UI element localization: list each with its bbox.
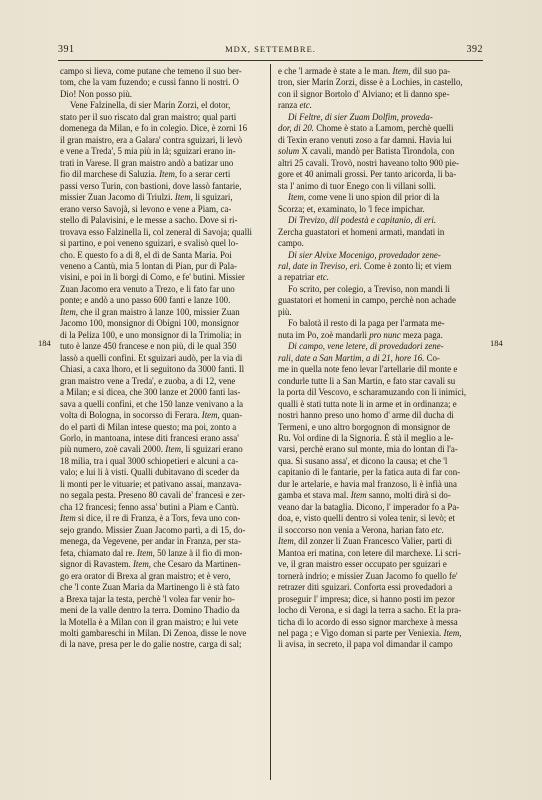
- text-line: Gorlo, in mantoana, intese diti francesi erano assa': [60, 433, 239, 443]
- text-line: si partino, e poi veneno sguizari, e svalisò quel lo-: [60, 238, 239, 249]
- text-line: più.: [278, 306, 292, 317]
- text-line: dor, di 20. Chome è stato a Lamom, perchè quelli: [278, 123, 454, 134]
- text-line: di la nave, presa per le do galie nostre, carga di sal;: [60, 639, 242, 650]
- text-line: cho. E questo fo a di 8, el di de Santa Maria. Poi: [60, 249, 232, 260]
- text-line: nostri hanno preso uno homo d' arme dil ducha di: [278, 410, 454, 421]
- text-line: il gran maistro, era a Galara' contra sguizari, li levò: [60, 134, 243, 145]
- text-line: condurle tutte li a San Martin, e fato star cavali su: [278, 375, 456, 386]
- text-line: dur le artelarie, e havia mal franzoso, li è infià una: [278, 478, 457, 489]
- text-line: Mantoa eri matina, con letere dil marchexe. Li scri-: [278, 547, 461, 558]
- text-line: tuto è lanze 450 francese e non più, di le qual 350: [60, 341, 237, 352]
- margin-number-left: 184: [38, 338, 51, 348]
- text-line: locho di Verona, e si dagi la terra a sacho. Et la pra-: [278, 605, 462, 616]
- text-line: solum X cavali, mandò per Batista Tirondola, con: [278, 146, 455, 157]
- text-line: la Motella è a Milan con il gran maistro; e lui vete: [60, 616, 239, 627]
- text-line: con il signor Bortolo d' Alviano; et li danno spe-: [278, 88, 450, 99]
- text-line: li monti per le vituarie; et pativano assai, manzava-: [60, 478, 242, 489]
- text-line: molti gambareschi in Milan. Di Zenoa, disse le nove: [60, 627, 247, 638]
- text-line: 18 milia, tra i qual 3000 schiopetieri e alcuni a ca-: [60, 455, 239, 466]
- text-line: campo si lieva, come putane che temeno il suo ber-: [60, 66, 242, 76]
- text-line: qualli è stati tutta note li in arme et in ordinanza; e: [278, 398, 457, 409]
- text-line: tom, che la vam fuzendo; e cussì fanno li nostri. O: [60, 77, 239, 88]
- running-title: MDX, SETTEMBRE.: [225, 44, 316, 54]
- text-line: ve, il gran maistro esser occupato per sguizari e: [278, 559, 447, 570]
- text-line: Item, che il gran maistro à lanze 100, missier Zuan: [60, 306, 240, 317]
- text-line: li avisa, in secreto, il papa vol dimandar il campo: [278, 639, 453, 650]
- text-line: a Milan; e si dicea, che 300 lanze et 2000 fanti las-: [60, 387, 241, 398]
- text-line: passi verso Turin, con bastioni, dove lassò fantarie,: [60, 180, 242, 191]
- text-line: sava a quelli confini, et che 150 lanze venivano a la: [60, 398, 244, 409]
- text-line: volta di Bologna, in socorsso di Ferara. Item, quan-: [60, 410, 243, 421]
- text-line: menega, da Vegevene, per andar in Franza, per sta-: [60, 536, 241, 547]
- text-line: più numero, zoè cavali 2000. Item, li sguizari erano: [60, 444, 243, 455]
- text-line: nuta im Po, zoè mandarli pro nunc meza paga.: [278, 329, 443, 340]
- text-line: e che 'l armade è state a le man. Item, dil suo pa-: [278, 66, 451, 76]
- text-line: missier Zuan Jacomo di Triulzi. Item, li sguizari,: [60, 192, 233, 203]
- text-line: Item, dil zonzer li Zuan Francesco Valier, parti di: [278, 536, 452, 547]
- text-line: go era orator di Brexa al gran maistro; et è vero,: [60, 570, 231, 581]
- right-text-column: [278, 66, 484, 651]
- left-text-column: [60, 66, 267, 651]
- text-line: Chiasi, a caxa lhoro, et li seguitono da 3000 fanti. Il: [60, 364, 245, 375]
- text-line: capitanio di le fantarie, per la fatica auta di far con-: [278, 467, 461, 478]
- text-line: Di sier Alvixe Mocenigo, provedador zene-: [288, 249, 441, 260]
- text-line: gran maistro vene a Treda', e zuoba, a di 12, vene: [60, 375, 236, 386]
- text-line: lassò a quelli confini. Et sguizari audò, per la via di: [60, 352, 243, 363]
- text-line: meni de la valle dentro la terra. Domino Thadio da: [60, 605, 240, 616]
- text-line: Di Feltre, di sier Zuam Dolfim, proveda-: [288, 111, 433, 122]
- text-line: di Texin erano venuti zoso a far damni. Havia lui: [278, 134, 452, 145]
- text-line: Dio! Non posso più.: [60, 88, 132, 99]
- text-line: Zuan Jacomo era venuto a Trezo, e li fato far uno: [60, 283, 235, 294]
- text-line: tron, sier Marin Zorzi, disse è a Lochies, in castello,: [278, 77, 463, 88]
- text-line: erano verso Savojà, si levono e vene a Piam, ca-: [60, 203, 232, 214]
- text-line: trati in Varese. Il gran maistro andò a batizar uno: [60, 157, 234, 168]
- text-line: campo.: [278, 238, 304, 249]
- text-line: Di Trevizo, dil podestà e capitanio, di eri.: [288, 215, 437, 226]
- text-line: e vene a Treda', 5 mia più in là; sguizari erano in-: [60, 146, 236, 157]
- text-line: ral, date in Treviso, eri. Come è zonto li; et viem: [278, 260, 452, 271]
- text-line: gamba et stava mal. Item sanno, molti dirà si do-: [278, 490, 451, 501]
- text-line: stato per il suo riscato dal gran maistro; qual parti: [60, 111, 237, 122]
- text-line: doa, e, visto quelli dentro si volea tenir, si levò; et: [278, 513, 455, 524]
- text-line: Di campo, vene letere, di provedadori zene-: [288, 341, 444, 352]
- text-line: Scorza; et, examinato, lo 'l fece impichar.: [278, 203, 425, 214]
- page-number-right: 392: [466, 44, 483, 55]
- text-line: cha 12 francesi; fenno assa' butini a Piam e Cantù.: [60, 501, 239, 512]
- column-divider: [270, 64, 271, 780]
- text-line: trovava esso Falzinella li, col zeneral di Savoja; qualli: [60, 226, 252, 237]
- text-line: varsi, perchè erano sul monte, mia do lontan di l'a-: [278, 444, 458, 455]
- text-line: Fo balotà il resto di la paga per l'armata me-: [288, 318, 445, 329]
- text-line: stello di Palavisini, e le messe a sacho. Dove si ri-: [60, 215, 238, 226]
- text-line: no segala pesta. Preseno 80 cavali de' francesi e zer-: [60, 490, 246, 501]
- text-line: Vene Falzinella, di sier Marin Zorzi, el dotor,: [70, 100, 231, 111]
- text-line: proseguir l' impresa; dice, si hanno posti im pezor: [278, 593, 455, 604]
- text-line: rali, date a San Martim, a di 21, hore 16. Co-: [278, 352, 440, 363]
- page-number-left: 391: [58, 44, 75, 55]
- text-line: domenega da Milan, e fo in colegio. Dice, è zorni 16: [60, 123, 248, 134]
- text-line: a repatriar etc.: [278, 272, 330, 283]
- text-line: veano dar la bataglia. Dicono, l' imperador fo a Pa-: [278, 501, 460, 512]
- text-line: feta, chiamato dal re. Item, 50 lanze à il fio di mon-: [60, 547, 243, 558]
- text-line: di la Peliza 100, e uno monsignor di la Trimolia; in: [60, 329, 242, 340]
- header-rule: [58, 60, 483, 61]
- text-line: Termeni, e uno altro borgognon di monsignor de: [278, 421, 451, 432]
- text-line: fio dil marchese di Saluzia. Item, fo a serar certi: [60, 169, 231, 180]
- text-line: Jacomo 100, monsignor di Obigni 100, monsignor: [60, 318, 239, 329]
- text-line: altri 25 cavali. Trovò, nostri haveano tolto 900 pie-: [278, 157, 459, 168]
- text-line: do el partì di Milan intese questo; ma poi, zonto a: [60, 421, 237, 432]
- text-line: valo; e lui li à visti. Qualli dubitavano di sceder da: [60, 467, 240, 478]
- text-line: gore et 40 animali grossi. Per tanto aricorda, li ba-: [278, 169, 457, 180]
- text-line: tornerà indrio; e missier Zuan Jacomo fo quello fe': [278, 570, 458, 581]
- text-line: sejo grando. Missier Zuan Jacomo partì, a di 15, do-: [60, 524, 246, 535]
- text-line: Fo scrito, per colegio, a Treviso, non mandi li: [288, 283, 450, 294]
- text-line: nel paga ; e Vigo doman si parte per Veniexia. Item,: [278, 627, 462, 638]
- text-line: ponte; e andò a uno passo 600 fanti e lanze 100.: [60, 295, 231, 306]
- text-line: Item, come vene li uno spion dil prior di la: [288, 192, 440, 203]
- text-line: Item si dice, il re di Franza, è a Tors, feva uno con-: [60, 513, 241, 524]
- text-line: Zercha guastatori et homeni armati, mandati in: [278, 226, 445, 237]
- text-line: Ru. Vol ordine di la Signoria. È stà il meglio a le-: [278, 433, 454, 443]
- text-line: signor di Ravastem. Item, che Cesaro da Martinen-: [60, 559, 241, 570]
- text-line: retrazer diti sguizari. Conforta essi provedadori a: [278, 582, 453, 593]
- text-line: ranza etc.: [278, 100, 313, 111]
- margin-number-right: 184: [490, 338, 503, 348]
- text-line: ticha di lo acordo di esso signor marchexe à messa: [278, 616, 458, 627]
- text-line: me in quella note feno levar l'artellarie dil monte e: [278, 364, 458, 375]
- text-line: che 'l conte Zuan Maria da Martinengo li è stà fato: [60, 582, 240, 593]
- page-header: [58, 44, 483, 58]
- text-line: a Brexa tajar la testa, perchè 'l volea far venir ho-: [60, 593, 235, 604]
- text-line: visini, e poi in li borgi di Como, e fe' butini. Missier: [60, 272, 245, 283]
- text-line: sta l' animo di tuor Enego con li villani solli.: [278, 180, 436, 191]
- text-line: veneno a Cantù, mia 5 lontan di Pian, pur di Pala-: [60, 260, 237, 271]
- text-line: la porta dil Vescovo, e scharamuzando con li inimici,: [278, 387, 467, 398]
- text-line: guastatori et homeni in campo, perchè non achade: [278, 295, 456, 306]
- text-line: qua. Si susano assa', et dicono la causa; et che 'l: [278, 455, 448, 466]
- text-line: il soccorso non venia a Verona, harian fato etc.: [278, 524, 444, 535]
